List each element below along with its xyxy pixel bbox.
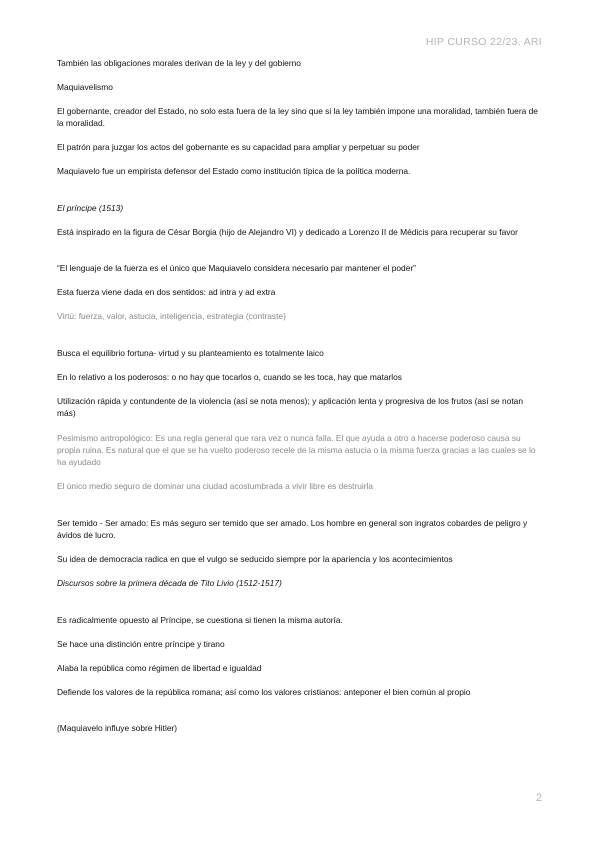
quote-lenguaje-fuerza: “El lenguaje de la fuerza es el único que Maquiavelo considera necesario par mantener el poder” [57, 263, 416, 273]
heading-maquiavelismo: Maquiavelismo [57, 82, 113, 92]
paragraph-obligaciones: También las obligaciones morales derivan de la ley y del gobierno [57, 58, 301, 68]
paragraph-virtu: Virtú: fuerza, valor, astucia, inteligencia, estrategia (contraste) [57, 311, 286, 321]
paragraph-principe-tirano: Se hace una distinción entre príncipe y tirano [57, 639, 225, 649]
paragraph-democracia: Su idea de democracia radica en que el vulgo se seducido siempre por la apariencia y los acontecimientos [57, 554, 453, 564]
paragraph-hitler: (Maquiavelo influye sobre Hitler) [57, 723, 178, 733]
page-number: 2 [535, 792, 542, 804]
paragraph-fortuna-virtud: Busca el equilibrio fortuna- virtud y su planteamiento es totalmente laico [57, 348, 324, 358]
heading-el-principe: El príncipe (1513) [57, 203, 124, 213]
paragraph-fuerza-sentidos: Esta fuerza viene dada en dos sentidos: ad intra y ad extra [57, 287, 276, 297]
paragraph-pesimismo: Pesimismo antropológico: Es una regla general que rara vez o nunca falla. El que ayuda a otro a hacerse poderoso causa su propia ruina. Es natural que el que se ha vuelto poderoso recele de la misma astucia o la misma fuerza gracias a las cuales se lo ha ayudado [57, 433, 536, 467]
paragraph-gobernante: El gobernante, creador del Estado, no solo esta fuera de la ley sino que si la ley también impone una moralidad, también fuera de la moralidad. [57, 106, 538, 128]
paragraph-borgia: Está inspirado en la figura de César Borgia (hijo de Alejandro VI) y dedicado a Lorenzo II de Médicis para recuperar su favor [57, 227, 518, 237]
heading-discursos: Discursos sobre la primera década de Tito Livio (1512-1517) [57, 578, 282, 588]
paragraph-poderosos: En lo relativo a los poderosos: o no hay que tocarlos o, cuando se les toca, hay que matarlos [57, 372, 402, 382]
paragraph-destruirla: El único medio seguro de dominar una ciudad acostumbrada a vivir libre es destruirla [57, 481, 374, 491]
paragraph-violencia: Utilización rápida y contundente de la violencia (así se nota menos); y aplicación lenta y progresiva de los frutos (así se notan más) [57, 396, 523, 418]
paragraph-valores: Defiende los valores de la república romana; así como los valores cristianos: anteponer el bien común al propio [57, 687, 471, 697]
paragraph-opuesto: Es radicalmente opuesto al Príncipe, se cuestiona si tienen la misma autoría. [57, 615, 343, 625]
document-header: HIP CURSO 22/23. ARI [425, 36, 542, 48]
paragraph-patron: El patrón para juzgar los actos del gobernante es su capacidad para ampliar y perpetuar su poder [57, 142, 420, 152]
paragraph-empirista: Maquiavelo fue un empirista defensor del Estado como institución típica de la política moderna. [57, 166, 411, 176]
paragraph-republica: Alaba la república como régimen de libertad e igualdad [57, 663, 262, 673]
paragraph-temido-amado: Ser temido - Ser amado: Es más seguro ser temido que ser amado. Los hombre en general son ingratos cobardes de peligro y ávidos de lucro. [57, 518, 528, 540]
